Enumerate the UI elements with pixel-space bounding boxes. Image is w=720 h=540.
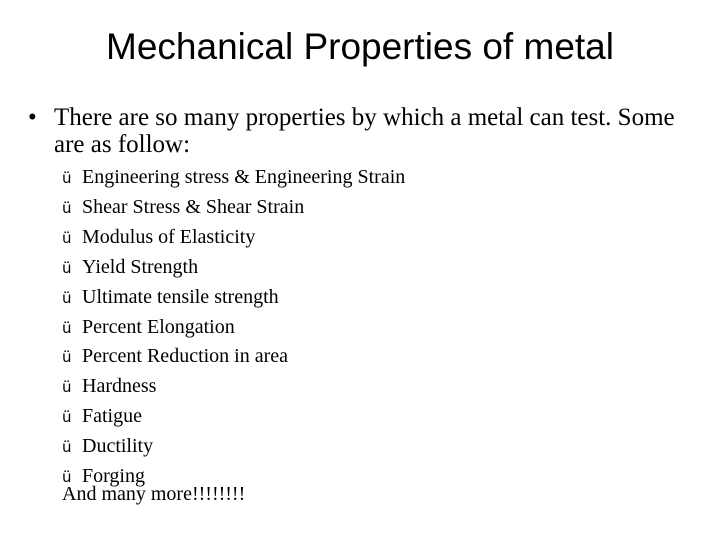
list-item-label: Forging xyxy=(82,465,145,488)
list-item-label: Hardness xyxy=(82,375,157,398)
list-item xyxy=(62,372,405,402)
list-item xyxy=(62,432,405,462)
checkmark-icon: ü xyxy=(62,468,72,487)
intro-text: There are so many properties by which a metal can test. Some are as follow: xyxy=(54,104,675,158)
checkmark-icon: ü xyxy=(62,438,72,457)
list-item xyxy=(62,223,405,253)
slide-title: Mechanical Properties of metal xyxy=(106,26,614,67)
list-item-label: Shear Stress & Shear Strain xyxy=(82,195,305,218)
checkmark-icon: ü xyxy=(62,288,72,307)
list-item-label: Ductility xyxy=(82,435,154,458)
checkmark-icon: ü xyxy=(62,198,72,217)
list-item xyxy=(62,193,405,223)
list-item-label: Fatigue xyxy=(82,405,142,428)
bullet-icon: • xyxy=(28,104,37,131)
checkmark-icon: ü xyxy=(62,408,72,427)
list-item-label: Percent Elongation xyxy=(82,315,235,338)
closing-text: And many more!!!!!!!! xyxy=(62,483,246,505)
list-item-label: Engineering stress & Engineering Strain xyxy=(82,166,406,188)
checkmark-icon: ü xyxy=(62,258,72,277)
list-item-label: Percent Reduction in area xyxy=(82,345,289,368)
list-item xyxy=(62,163,405,193)
list-item xyxy=(62,402,405,432)
list-item xyxy=(62,283,405,313)
intro-bullet xyxy=(28,104,708,158)
property-list xyxy=(62,163,405,492)
checkmark-icon: ü xyxy=(62,378,72,397)
checkmark-icon: ü xyxy=(62,228,72,247)
list-item xyxy=(62,313,405,343)
list-item xyxy=(62,342,405,372)
list-item-label: Yield Strength xyxy=(82,255,199,278)
checkmark-icon: ü xyxy=(62,348,72,367)
list-item xyxy=(62,253,405,283)
checkmark-icon: ü xyxy=(62,169,72,187)
checkmark-icon: ü xyxy=(62,318,72,337)
list-item-label: Ultimate tensile strength xyxy=(82,285,279,308)
list-item-label: Modulus of Elasticity xyxy=(82,225,256,248)
